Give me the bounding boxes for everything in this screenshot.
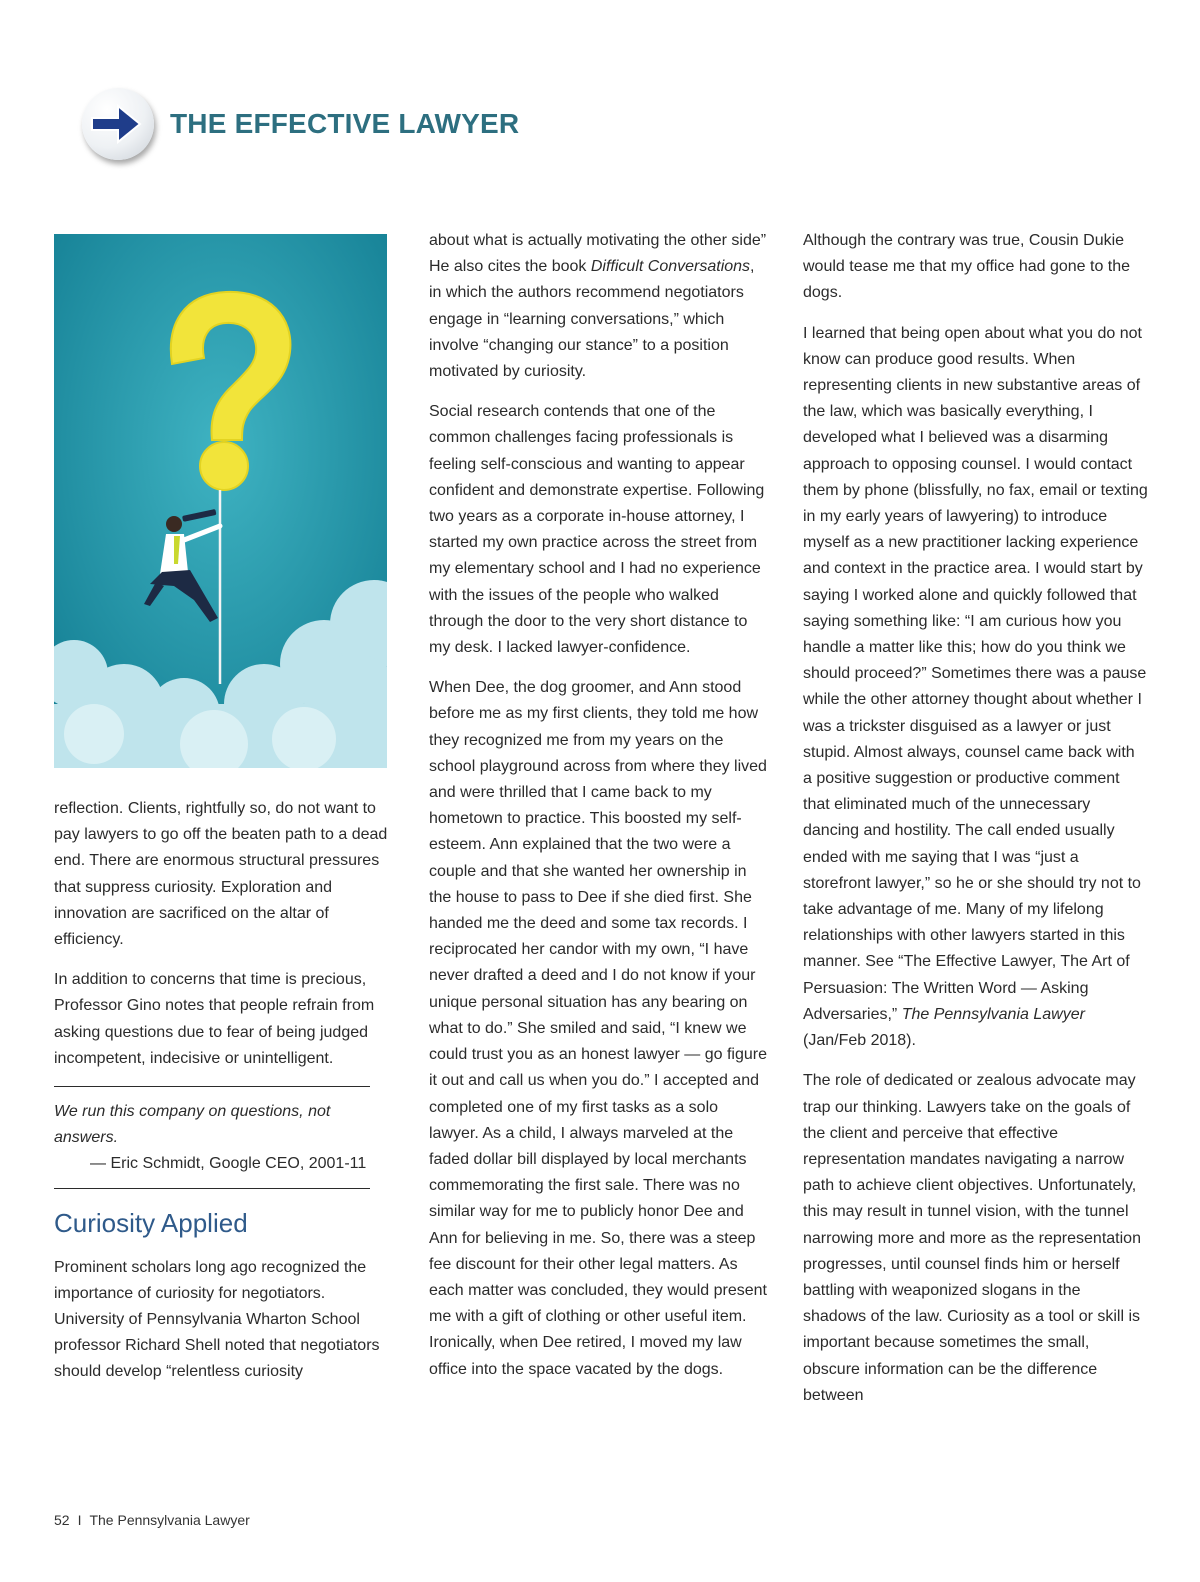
publication-name: The Pennsylvania Lawyer (89, 1512, 250, 1528)
footer-separator: I (77, 1512, 82, 1528)
text-run: (Jan/Feb 2018). (803, 1032, 916, 1050)
paragraph: Prominent scholars long ago recognized the importance of curiosity for negotiators. University of Pennsylvania Wharton School professor Richard Shell noted that negotiators should develop “relentless curiosity (54, 1258, 380, 1381)
paragraph (803, 321, 1148, 1055)
subheading: Curiosity Applied (54, 1207, 248, 1238)
paragraph: reflection. Clients, rightfully so, do not want to pay lawyers to go off the beaten path to a dead end. There are enormous structural pressures that suppress curiosity. Exploration and innovation are sacrificed on the altar of efficiency. (54, 800, 388, 949)
question-mark-balloon-illustration (54, 234, 387, 768)
page-number: 52 (54, 1512, 70, 1528)
paragraph: When Dee, the dog groomer, and Ann stood before me as my first clients, they told me how they recognized me from my years on the school playground across from where they lived and were thrilled that I came back to my hometown to practice. This boosted my self-esteem. Ann explained that the two were a couple and that she wanted her ownership in the house to pass to Dee if she died first. She handed me the deed and some tax records. I reciprocated her candor with my own, “I have never drafted a deed and I do not know if your unique personal situation has any bearing on what to do.” She smiled and said, “I knew we could trust you as an honest lawyer — go figure it out and call us when you do.” I accepted and completed one of my first tasks as a solo lawyer. As a child, I always marveled at the faded dollar bill displayed by local merchants commemorating the first sale. There was no similar way for me to publicly honor Dee and Ann for believing in me. So, there was a steep fee discount for their other legal matters. As each matter was concluded, they would present me with a gift of clothing or other useful item. Ironically, when Dee retired, I moved my law office into the space vacated by the dogs. (429, 679, 767, 1378)
quote-attribution: — Eric Schmidt, Google CEO, 2001-11 (90, 1155, 367, 1173)
text-run: about what is actually motivating the other side” He also cites the book (429, 232, 767, 276)
book-title: Difficult Conversations (590, 258, 751, 276)
divider (54, 1086, 370, 1087)
text-column-2 (429, 228, 769, 1397)
arrow-right-icon (82, 88, 154, 160)
paragraph: Although the contrary was true, Cousin Dukie would tease me that my office had gone to the dogs. (803, 232, 1131, 302)
text-run: , in which the authors recommend negotiators engage in “learning conversations,” which involve “changing our stance” to a position motivated by curiosity. (429, 258, 755, 381)
page-footer (54, 1512, 250, 1528)
divider (54, 1188, 370, 1189)
section-header (82, 88, 682, 168)
publication-title: The Pennsylvania Lawyer (901, 1005, 1085, 1023)
text-column-3 (803, 228, 1148, 1423)
section-title: THE EFFECTIVE LAWYER (170, 108, 520, 139)
paragraph: The role of dedicated or zealous advocate may trap our thinking. Lawyers take on the goals of the client and perceive that effective representation mandates navigating a narrow path to achieve client objectives. Unfortunately, this may result in tunnel vision, with the tunnel narrowing more and more as the representation progresses, until counsel finds him or herself battling with weaponized slogans in the shadows of the law. Curiosity as a tool or skill is important because sometimes the small, obscure information can be the difference between (803, 1072, 1141, 1404)
text-column-1 (54, 796, 389, 1400)
paragraph: In addition to concerns that time is precious, Professor Gino notes that people refrain from asking questions due to fear of being judged incompetent, indecisive or unintelligent. (54, 971, 375, 1067)
pull-quote: We run this company on questions, not answers. (54, 1103, 331, 1147)
paragraph: Social research contends that one of the common challenges facing professionals is feeling self-conscious and wanting to appear confident and demonstrate expertise. Following two years as a corporate in-house attorney, I started my own practice across the street from my elementary school and I had no experience with the issues of the people who walked through the door to the very short distance to my desk. I lacked lawyer-confidence. (429, 403, 765, 657)
text-run: I learned that being open about what you do not know can produce good results. When representing clients in new substantive areas of the law, which was basically everything, I developed what I believed was a disarming approach to opposing counsel. I would contact them by phone (blissfully, no fax, email or texting in my early years of lawyering) to introduce myself as a new practitioner lacking experience and context in the practice area. I would start by saying I worked alone and quickly followed that saying something like: “I am curious how you handle a matter like this; how do you think we should proceed?” Sometimes there was a pause while the other attorney thought about whether I was a trickster disguised as a lawyer or just stupid. Almost always, counsel came back with a positive suggestion or productive comment that eliminated much of the unnecessary dancing and hostility. The call ended usually ended with me saying that I was “just a storefront lawyer,” so he or she should try not to take advantage of me. Many of my lifelong relationships with other lawyers started in this manner. See “The Effective Lawyer, The Art of Persuasion: The Written Word — Asking Adversaries,” (803, 324, 1148, 1023)
paragraph (429, 228, 769, 385)
